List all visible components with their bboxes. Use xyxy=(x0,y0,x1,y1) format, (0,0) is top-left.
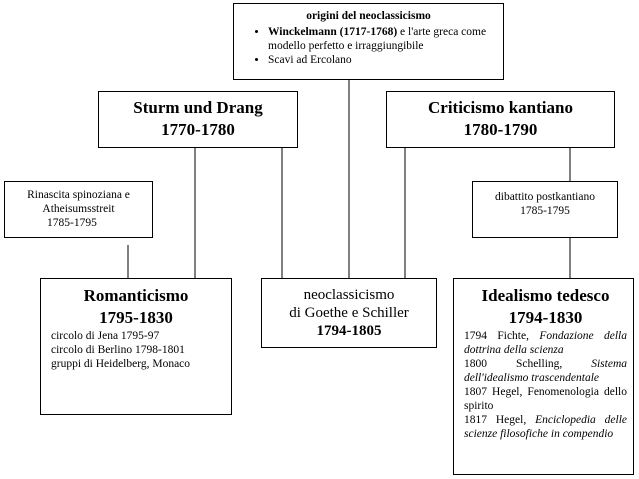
idealismo-entry-schelling: 1800 Schelling, Sistema dell'idealismo trascendentale xyxy=(464,358,627,384)
origins-title: origini del neoclassicismo xyxy=(306,10,431,22)
neoclassicismo-line1: neoclassicismo xyxy=(303,287,395,303)
idealismo-years: 1794-1830 xyxy=(508,308,583,327)
sturm-years: 1770-1780 xyxy=(161,120,235,139)
idealismo-entry-hegel-enciclopedia: 1817 Hegel, Enciclopedia delle scienze filosofiche in compendio xyxy=(464,414,627,440)
romanticismo-item-heidelberg: gruppi di Heidelberg, Monaco xyxy=(51,358,191,370)
rinascita-box xyxy=(4,181,153,238)
romanticismo-item-jena: circolo di Jena 1795-97 xyxy=(51,330,160,342)
idealismo-entry-fichte: 1794 Fichte, Fondazione della dottrina della scienza xyxy=(464,330,627,356)
dibattito-line1: dibattito postkantiano xyxy=(495,191,595,203)
idealismo-box xyxy=(453,278,634,475)
idealismo-entry-hegel-fenomenologia: 1807 Hegel, Fenomenologia dello spirito xyxy=(464,386,627,412)
rinascita-line2: Atheisumsstreit xyxy=(42,203,115,215)
criticismo-years: 1780-1790 xyxy=(463,120,538,139)
neoclassicismo-box xyxy=(261,278,437,348)
rinascita-years: 1785-1795 xyxy=(47,217,97,229)
sturm-box xyxy=(98,91,298,148)
criticismo-title: Criticismo kantiano xyxy=(428,98,573,117)
dibattito-years: 1785-1795 xyxy=(520,205,570,217)
origins-list xyxy=(238,25,499,67)
romanticismo-item-berlino: circolo di Berlino 1798-1801 xyxy=(51,344,185,356)
origins-item-ercolano: • Scavi ad Ercolano xyxy=(268,53,499,67)
romanticismo-title: Romanticismo xyxy=(83,286,189,305)
neoclassicismo-line2: di Goethe e Schiller xyxy=(289,305,409,321)
criticismo-box xyxy=(386,91,615,148)
dibattito-box xyxy=(472,181,618,238)
origins-box xyxy=(233,3,504,80)
origins-item-winckelmann: • Winckelmann (1717-1768) e l'arte greca come modello perfetto e irraggiungibile xyxy=(268,25,499,53)
romanticismo-box xyxy=(40,278,232,415)
idealismo-title: Idealismo tedesco xyxy=(481,286,610,305)
neoclassicismo-years: 1794-1805 xyxy=(316,323,382,339)
romanticismo-years: 1795-1830 xyxy=(99,308,173,327)
rinascita-line1: Rinascita spinoziana e xyxy=(27,189,130,201)
sturm-title: Sturm und Drang xyxy=(133,98,263,117)
